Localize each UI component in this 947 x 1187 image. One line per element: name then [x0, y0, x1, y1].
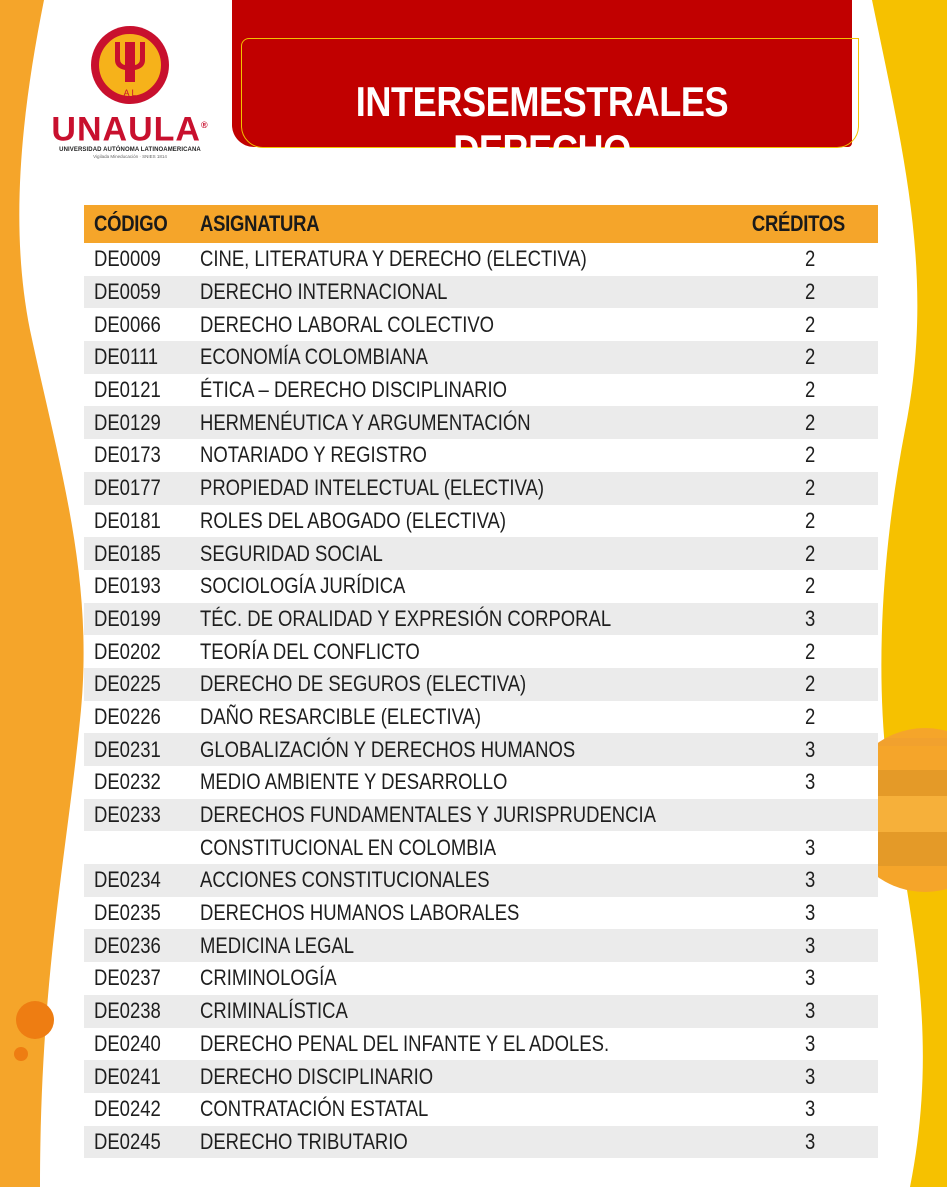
course-code: DE0009 — [84, 243, 200, 276]
course-subject: ROLES DEL ABOGADO (ELECTIVA) — [200, 505, 743, 538]
table-row — [84, 243, 878, 276]
table-row — [84, 603, 878, 636]
course-code: DE0181 — [84, 505, 200, 538]
course-code: DE0199 — [84, 603, 200, 636]
course-credits: 3 — [743, 995, 878, 1028]
header-credits: CRÉDITOS — [743, 205, 878, 243]
logo-tagline: Vigilada Mineducación · SNIES 1814 — [93, 154, 167, 160]
course-code: DE0245 — [84, 1126, 200, 1159]
course-code — [84, 831, 200, 864]
course-subject: DERECHO PENAL DEL INFANTE Y EL ADOLES. — [200, 1028, 743, 1061]
course-credits: 3 — [743, 603, 878, 636]
course-code: DE0225 — [84, 668, 200, 701]
course-credits: 2 — [743, 537, 878, 570]
header-subject: ASIGNATURA — [200, 205, 743, 243]
course-code: DE0111 — [84, 341, 200, 374]
course-subject: MEDICINA LEGAL — [200, 929, 743, 962]
course-code: DE0233 — [84, 799, 200, 832]
course-subject: HERMENÉUTICA Y ARGUMENTACIÓN — [200, 406, 743, 439]
course-code: DE0173 — [84, 439, 200, 472]
course-credits: 2 — [743, 243, 878, 276]
page-title: INTERSEMESTRALES DERECHO — [355, 78, 729, 173]
course-subject: ECONOMÍA COLOMBIANA — [200, 341, 743, 374]
course-credits: 2 — [743, 341, 878, 374]
course-code: DE0121 — [84, 374, 200, 407]
course-subject: DAÑO RESARCIBLE (ELECTIVA) — [200, 701, 743, 734]
course-subject: DERECHO DE SEGUROS (ELECTIVA) — [200, 668, 743, 701]
table-row — [84, 537, 878, 570]
course-code: DE0177 — [84, 472, 200, 505]
course-subject: SEGURIDAD SOCIAL — [200, 537, 743, 570]
course-credits: 3 — [743, 929, 878, 962]
table-row — [84, 635, 878, 668]
course-subject: GLOBALIZACIÓN Y DERECHOS HUMANOS — [200, 733, 743, 766]
course-subject: DERECHOS HUMANOS LABORALES — [200, 897, 743, 930]
course-subject: TÉC. DE ORALIDAD Y EXPRESIÓN CORPORAL — [200, 603, 743, 636]
table-row — [84, 897, 878, 930]
course-code: DE0234 — [84, 864, 200, 897]
course-credits: 2 — [743, 374, 878, 407]
course-credits: 2 — [743, 308, 878, 341]
course-credits: 3 — [743, 1126, 878, 1159]
course-credits: 2 — [743, 276, 878, 309]
table-row — [84, 864, 878, 897]
course-code: DE0235 — [84, 897, 200, 930]
course-code: DE0129 — [84, 406, 200, 439]
course-subject: ACCIONES CONSTITUCIONALES — [200, 864, 743, 897]
table-row — [84, 1060, 878, 1093]
orange-dot-large — [16, 1001, 54, 1039]
table-row — [84, 929, 878, 962]
unaula-emblem-icon — [89, 24, 171, 106]
course-code: DE0193 — [84, 570, 200, 603]
course-code: DE0231 — [84, 733, 200, 766]
course-subject: CINE, LITERATURA Y DERECHO (ELECTIVA) — [200, 243, 743, 276]
course-subject: DERECHOS FUNDAMENTALES Y JURISPRUDENCIA — [200, 799, 743, 832]
course-code: DE0066 — [84, 308, 200, 341]
courses-table — [84, 205, 878, 1158]
logo-subtitle: UNIVERSIDAD AUTÓNOMA LATINOAMERICANA — [59, 147, 201, 154]
course-credits: 2 — [743, 635, 878, 668]
course-subject: DERECHO TRIBUTARIO — [200, 1126, 743, 1159]
table-row — [84, 733, 878, 766]
course-subject: DERECHO LABORAL COLECTIVO — [200, 308, 743, 341]
table-row — [84, 308, 878, 341]
course-code: DE0185 — [84, 537, 200, 570]
course-subject: CONSTITUCIONAL EN COLOMBIA — [200, 831, 743, 864]
course-credits: 3 — [743, 733, 878, 766]
course-subject: DERECHO DISCIPLINARIO — [200, 1060, 743, 1093]
course-subject: DERECHO INTERNACIONAL — [200, 276, 743, 309]
course-subject: SOCIOLOGÍA JURÍDICA — [200, 570, 743, 603]
course-subject: CRIMINALÍSTICA — [200, 995, 743, 1028]
course-subject: CRIMINOLOGÍA — [200, 962, 743, 995]
table-row — [84, 701, 878, 734]
table-row — [84, 995, 878, 1028]
course-code: DE0240 — [84, 1028, 200, 1061]
logo-monogram: A L — [123, 88, 137, 98]
course-subject: PROPIEDAD INTELECTUAL (ELECTIVA) — [200, 472, 743, 505]
course-code: DE0237 — [84, 962, 200, 995]
course-credits — [743, 799, 878, 832]
course-credits: 2 — [743, 439, 878, 472]
table-row — [84, 439, 878, 472]
table-row — [84, 1093, 878, 1126]
table-row — [84, 570, 878, 603]
course-code: DE0226 — [84, 701, 200, 734]
course-subject: TEORÍA DEL CONFLICTO — [200, 635, 743, 668]
course-credits: 3 — [743, 962, 878, 995]
course-credits: 2 — [743, 406, 878, 439]
course-code: DE0059 — [84, 276, 200, 309]
course-code: DE0238 — [84, 995, 200, 1028]
table-row — [84, 406, 878, 439]
course-credits: 3 — [743, 1028, 878, 1061]
course-credits: 2 — [743, 701, 878, 734]
course-credits: 3 — [743, 831, 878, 864]
course-credits: 3 — [743, 1093, 878, 1126]
course-subject: MEDIO AMBIENTE Y DESARROLLO — [200, 766, 743, 799]
course-code: DE0202 — [84, 635, 200, 668]
course-credits: 3 — [743, 897, 878, 930]
table-row — [84, 472, 878, 505]
course-code: DE0236 — [84, 929, 200, 962]
header-code: CÓDIGO — [84, 205, 200, 243]
orange-dot-small — [14, 1047, 28, 1061]
table-row — [84, 668, 878, 701]
table-row — [84, 341, 878, 374]
table-row — [84, 276, 878, 309]
table-row — [84, 1126, 878, 1159]
course-subject: ÉTICA – DERECHO DISCIPLINARIO — [200, 374, 743, 407]
course-subject: CONTRATACIÓN ESTATAL — [200, 1093, 743, 1126]
table-row — [84, 962, 878, 995]
course-credits: 3 — [743, 766, 878, 799]
table-row — [84, 374, 878, 407]
table-row — [84, 831, 878, 864]
table-row — [84, 505, 878, 538]
course-credits: 2 — [743, 668, 878, 701]
table-header-row — [84, 205, 878, 243]
logo-wordmark: UNAULA® — [51, 110, 209, 149]
course-credits: 2 — [743, 505, 878, 538]
course-credits: 2 — [743, 472, 878, 505]
course-credits: 3 — [743, 1060, 878, 1093]
table-row — [84, 799, 878, 832]
course-code: DE0242 — [84, 1093, 200, 1126]
table-row — [84, 1028, 878, 1061]
course-code: DE0232 — [84, 766, 200, 799]
course-code: DE0241 — [84, 1060, 200, 1093]
course-credits: 3 — [743, 864, 878, 897]
table-row — [84, 766, 878, 799]
course-credits: 2 — [743, 570, 878, 603]
course-subject: NOTARIADO Y REGISTRO — [200, 439, 743, 472]
unaula-logo — [40, 24, 220, 164]
